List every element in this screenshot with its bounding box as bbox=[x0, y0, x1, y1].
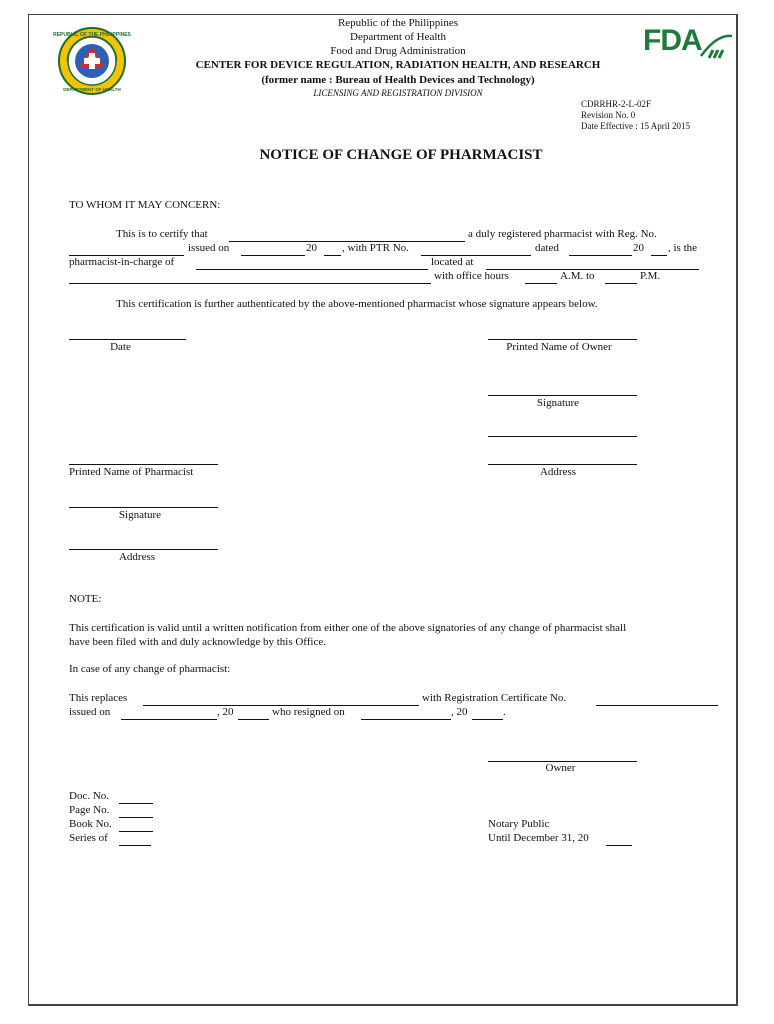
resigned-on-field[interactable] bbox=[361, 719, 451, 720]
owner-address-field-2[interactable] bbox=[488, 464, 637, 465]
replaces-label: This replaces bbox=[69, 692, 128, 704]
fda-swoosh-icon bbox=[699, 32, 733, 60]
issued-on-label: issued on bbox=[188, 242, 230, 254]
issued-year-prefix: 20 bbox=[306, 242, 317, 254]
resigned-year-field[interactable] bbox=[472, 719, 503, 720]
owner-signature-field[interactable] bbox=[488, 395, 637, 396]
owner-label: Owner bbox=[545, 762, 576, 774]
notary-public-label: Notary Public bbox=[488, 818, 550, 830]
header-country: Republic of the Philippines bbox=[337, 17, 459, 29]
note-heading: NOTE: bbox=[69, 593, 102, 605]
replaced-issued-on-field[interactable] bbox=[121, 719, 217, 720]
owner-signature-label: Signature bbox=[536, 397, 580, 409]
replaced-issued-on-label: issued on bbox=[69, 706, 111, 718]
fda-logo-text: FDA bbox=[643, 24, 702, 57]
am-to-label: A.M. to bbox=[560, 270, 595, 282]
pm-label: P.M. bbox=[640, 270, 661, 282]
resigned-year-prefix: , 20 bbox=[451, 706, 468, 718]
pharmacist-address-label: Address bbox=[118, 551, 156, 563]
series-of-label: Series of bbox=[69, 832, 108, 844]
owner-address-label: Address bbox=[539, 466, 577, 478]
pharmacist-signature-label: Signature bbox=[118, 509, 162, 521]
certify-text: This is to certify that bbox=[116, 228, 208, 240]
owner-name-field[interactable] bbox=[488, 339, 637, 340]
header-agency: Food and Drug Administration bbox=[330, 45, 466, 57]
reg-cert-label: with Registration Certificate No. bbox=[422, 692, 567, 704]
series-of-field[interactable] bbox=[119, 845, 151, 846]
pharmacist-signature-field[interactable] bbox=[69, 507, 218, 508]
seal-bottom-text: DEPARTMENT OF HEALTH bbox=[63, 87, 121, 92]
dated-field[interactable] bbox=[569, 255, 632, 256]
date-label: Date bbox=[110, 341, 131, 353]
authentication-text: This certification is further authenticated by the above-mentioned pharmacist whose signature appears below. bbox=[116, 298, 598, 310]
dated-year-prefix: 20 bbox=[633, 242, 644, 254]
doc-no-label: Doc. No. bbox=[69, 790, 110, 802]
pharmacist-address-field[interactable] bbox=[69, 549, 218, 550]
dated-year-field[interactable] bbox=[651, 255, 667, 256]
page-no-field[interactable] bbox=[119, 817, 153, 818]
note-text-line1: This certification is valid until a written notification from either one of the above signatories of any change of pharmacist shall bbox=[69, 622, 627, 634]
notary-until-label: Until December 31, 20 bbox=[488, 832, 589, 844]
office-hours-label: with office hours bbox=[434, 270, 509, 282]
pm-field[interactable] bbox=[605, 283, 637, 284]
book-no-label: Book No. bbox=[69, 818, 112, 830]
notary-until-year-field[interactable] bbox=[606, 845, 632, 846]
date-field[interactable] bbox=[69, 339, 186, 340]
document-title: NOTICE OF CHANGE OF PHARMACIST bbox=[259, 147, 543, 163]
pharmacist-name-label: Printed Name of Pharmacist bbox=[69, 466, 194, 478]
pharmacist-name-sign-field[interactable] bbox=[69, 464, 218, 465]
dated-label: dated bbox=[535, 242, 559, 254]
located-at-label: located at bbox=[431, 256, 474, 268]
replaced-issued-year-prefix: , 20 bbox=[217, 706, 234, 718]
is-the-text: , is the bbox=[668, 242, 698, 254]
change-instruction: In case of any change of pharmacist: bbox=[69, 663, 231, 675]
owner-address-field[interactable] bbox=[488, 436, 637, 437]
am-field[interactable] bbox=[525, 283, 557, 284]
header-department: Department of Health bbox=[350, 31, 446, 43]
sentence-period: . bbox=[503, 706, 506, 718]
replaced-issued-year-field[interactable] bbox=[238, 719, 269, 720]
reg-cert-field[interactable] bbox=[596, 705, 718, 706]
doh-seal-icon bbox=[53, 27, 131, 95]
reg-no-label: a duly registered pharmacist with Reg. No. bbox=[468, 228, 657, 240]
seal-top-text: REPUBLIC OF THE PHILIPPINES bbox=[53, 32, 131, 38]
page-no-label: Page No. bbox=[69, 804, 110, 816]
doc-revision: Revision No. 0 bbox=[581, 110, 636, 120]
header-former-name: (former name : Bureau of Health Devices and Technology) bbox=[261, 74, 535, 86]
book-no-field[interactable] bbox=[119, 831, 153, 832]
issued-year-field[interactable] bbox=[324, 255, 341, 256]
establishment-field[interactable] bbox=[196, 269, 428, 270]
location-field-cont[interactable] bbox=[69, 283, 431, 284]
header-center: CENTER FOR DEVICE REGULATION, RADIATION HEALTH, AND RESEARCH bbox=[195, 59, 601, 71]
owner-name-label: Printed Name of Owner bbox=[506, 341, 612, 353]
doc-code: CDRRHR-2-L-02F bbox=[581, 99, 652, 109]
issued-on-field[interactable] bbox=[241, 255, 305, 256]
fda-logo bbox=[643, 24, 733, 64]
doc-effective-date: Date Effective : 15 April 2015 bbox=[581, 121, 691, 131]
header-division: LICENSING AND REGISTRATION DIVISION bbox=[313, 88, 483, 98]
ptr-no-label: , with PTR No. bbox=[342, 242, 409, 254]
pharmacist-in-charge-label: pharmacist-in-charge of bbox=[69, 256, 175, 268]
salutation: TO WHOM IT MAY CONCERN: bbox=[69, 199, 221, 211]
note-text-line2: have been filed with and duly acknowledge by this Office. bbox=[69, 636, 326, 648]
resigned-on-label: who resigned on bbox=[272, 706, 345, 718]
doc-no-field[interactable] bbox=[119, 803, 153, 804]
